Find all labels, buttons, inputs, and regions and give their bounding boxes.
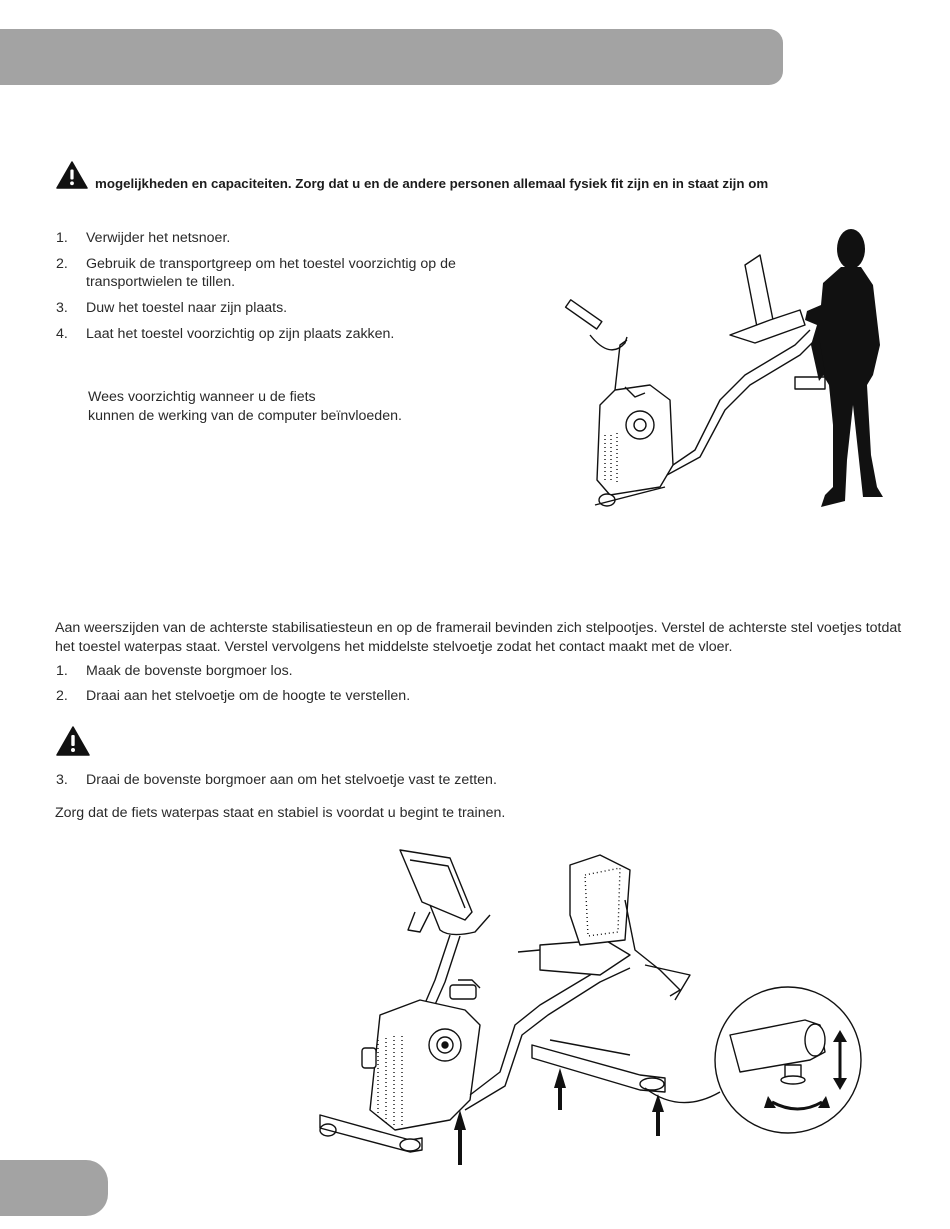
leveling-illustration: [300, 840, 900, 1170]
step-number: 2.: [56, 688, 68, 704]
list-item: [56, 325, 516, 343]
transport-illustration: [555, 225, 895, 520]
step-number: 2.: [56, 256, 68, 272]
step-text: Maak de bovenste borgmoer los.: [86, 663, 293, 679]
step-text: Verwijder het netsnoer.: [86, 230, 231, 246]
step-text-line: transportwielen te tillen.: [86, 274, 236, 290]
warning-triangle-icon: [56, 726, 90, 756]
warning-text: mogelijkheden en capaciteiten. Zorg dat u en de andere personen allemaal fysiek fit zijn en in staat zijn om: [95, 176, 769, 191]
step-text: Laat het toestel voorzichtig op zijn plaats zakken.: [86, 326, 395, 342]
note-line: Wees voorzichtig wanneer u de fiets: [88, 389, 316, 405]
list-item: [56, 299, 516, 317]
step-text: Draai aan het stelvoetje om de hoogte te verstellen.: [86, 688, 411, 704]
step-text: [86, 255, 456, 291]
list-item: [56, 687, 656, 705]
step-number: 1.: [56, 663, 68, 679]
warning-triangle-icon: [56, 161, 88, 189]
page-number-tab: [0, 1160, 108, 1216]
list-item: [56, 662, 656, 680]
step-text-line: Gebruik de transportgreep om het toestel voorzichtig op de: [86, 256, 456, 272]
section-header-bar: [0, 29, 783, 85]
list-item: [56, 229, 516, 247]
step-text: Duw het toestel naar zijn plaats.: [86, 300, 288, 316]
step-text: Draai de bovenste borgmoer aan om het stelvoetje vast te zetten.: [86, 772, 497, 788]
transport-note: [88, 388, 508, 426]
transport-steps: [56, 229, 516, 343]
step-number: 1.: [56, 230, 68, 246]
note-line: kunnen de werking van de computer beïnvloeden.: [88, 408, 402, 424]
leveling-intro: Aan weerszijden van de achterste stabilisatiesteun en op de framerail bevinden zich stelpootjes. Verstel de achterste stel voetjes totdat het toestel waterpas staat. Verstel vervolgens het middelste stelvoetje zodat het contact maakt met de vloer.: [55, 620, 902, 655]
leveling-steps-continued: [56, 771, 656, 789]
step-number: 3.: [56, 772, 68, 788]
list-item: [56, 255, 516, 291]
list-item: [56, 771, 656, 789]
leveling-closing: Zorg dat de fiets waterpas staat en stabiel is voordat u begint te trainen.: [55, 805, 506, 821]
leveling-steps: [56, 662, 656, 705]
step-number: 4.: [56, 326, 68, 342]
step-number: 3.: [56, 300, 68, 316]
